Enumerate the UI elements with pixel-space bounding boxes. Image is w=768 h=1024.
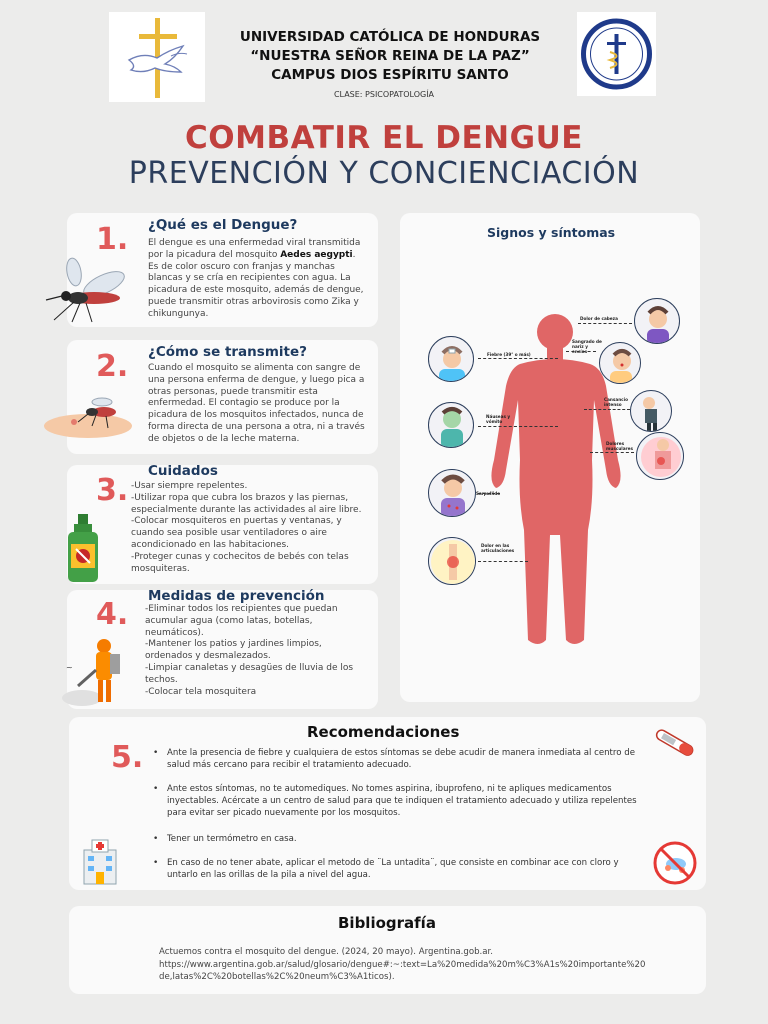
section-number: 2. [96, 349, 129, 384]
fumigator-icon [60, 634, 136, 708]
class-label: CLASE: PSICOPATOLOGÍA [333, 90, 435, 99]
university-subtitle: “NUESTRA SEÑOR REINA DE LA PAZ” [250, 48, 530, 64]
symptom-label-rash: Sarpullido [476, 491, 501, 496]
section-number: 3. [96, 473, 129, 508]
rash-icon [428, 469, 476, 517]
muscle-pain-icon [636, 432, 684, 480]
section-body: -Usar siempre repelentes. -Utilizar ropa que cubra los brazos y las piernas, especialmente durante las actividades al aire libre. -Colocar mosquiteros en puertas y ventanas, y cuando sea posible usar ventiladores o aire acondicionado en las habitaciones. -Proteger cunas y cochecitos de bebés con telas mosquiteras. [131, 481, 362, 574]
main-title: COMBATIR EL DENGUE [185, 120, 583, 156]
symptom-label-nausea: Náuseas y vómito [486, 414, 511, 424]
mosquito-bite-icon [44, 392, 134, 440]
symptom-label-joints: Dolor en las articulaciones [481, 543, 515, 553]
connector-line [566, 351, 596, 352]
left-logo [109, 12, 205, 102]
signs-title: Signos y síntomas [487, 225, 616, 240]
connector-line [478, 493, 500, 494]
main-subtitle: PREVENCIÓN Y CONCIENCIACIÓN [128, 156, 640, 191]
svg-text:~: ~ [66, 663, 73, 672]
section-title: ¿Cómo se transmite? [148, 344, 307, 360]
fatigue-icon [630, 390, 672, 432]
campus-name: CAMPUS DIOS ESPÍRITU SANTO [271, 67, 509, 83]
section-title: Cuidados [148, 463, 218, 479]
fever-icon [428, 336, 474, 382]
bibliography-text: Actuemos contra el mosquito del dengue. (2024, 20 mayo). Argentina.gob.ar. https://www.argentina.gob.ar/salud/glosario/dengue#:~:text=La%20medida%20m%C3%A1s%20importante%20 de,latas%2C%20botellas%2C%20neum%C3%A1ticos). [159, 947, 646, 982]
hospital-icon [76, 838, 124, 886]
mosquito-species: Aedes aegypti [280, 249, 353, 260]
medical-seal-icon [577, 12, 656, 96]
repellent-bottle-icon [64, 512, 104, 584]
nausea-icon [428, 402, 474, 448]
symptom-label-fever: Fiebre (39° o más) [487, 352, 531, 357]
recommendation-item: • Ante estos síntomas, no te automediques. No tomes aspirina, ibuprofeno, ni te apliques medicamentos inyectables. Acércate a un centro de salud para que te indiquen el tratamiento adecuado y utiliza repelentes para evitar ser picado nuevamente por los mosquitos. [153, 783, 673, 819]
nosebleed-icon [599, 342, 641, 384]
connector-line [590, 452, 634, 453]
right-logo [577, 12, 656, 96]
connector-line [584, 409, 630, 410]
section-body: El dengue es una enfermedad viral transmitida por la picadura del mosquito Aedes aegypti. Es de color oscuro con franjas y manchas blancas y se cría en recipientes con agua. La picadura de este mosquito, además de dengue, puede transmitir otras arbovirosis como Zika y chikungunya. [148, 238, 364, 319]
dove-cross-icon [109, 12, 205, 102]
headache-icon [634, 298, 680, 344]
bibliography-title: Bibliografía [338, 914, 436, 932]
university-name: UNIVERSIDAD CATÓLICA DE HONDURAS [239, 29, 541, 45]
section-number: 5. [111, 740, 144, 775]
joint-pain-icon [428, 537, 476, 585]
section-number: 4. [96, 597, 129, 632]
connector-line [478, 358, 558, 359]
recommendation-item: • Tener un termómetro en casa. [153, 833, 673, 845]
section-title: Medidas de prevención [148, 588, 325, 604]
section-body: -Eliminar todos los recipientes que puedan acumular agua (como latas, botellas, neumáticos). -Mantener los patios y jardines limpios, ordenados y desmalezados. -Limpiar canaletas y desagües de lluvia de los techos. -Colocar tela mosquitera [145, 604, 354, 697]
section-number: 1. [96, 222, 129, 257]
recommendations-title: Recomendaciones [307, 723, 460, 741]
connector-line [578, 323, 632, 324]
symptom-label-headache: Dolor de cabeza [580, 316, 618, 321]
recommendation-item: • En caso de no tener abate, aplicar el metodo de ¨La untadita¨, que consiste en combinar ace con cloro y untarlo en las orillas de la pila a nivel del agua. [153, 857, 673, 881]
section-title: ¿Qué es el Dengue? [148, 217, 298, 233]
recommendation-item: • Ante la presencia de fiebre y cualquiera de estos síntomas se debe acudir de manera inmediata al centro de salud más cercano para recibir el tratamiento adecuado. [153, 747, 673, 771]
section-body: Cuando el mosquito se alimenta con sangre de una persona enferma de dengue, y luego pica a otras personas, puede transmitir esta enfermedad. El contagio se produce por la picadura de los mosquitos infectados, nunca de forma directa de una persona a otra, ni a través de objetos o de la leche materna. [148, 363, 365, 444]
symptom-label-fatigue: Cansancio intenso [604, 397, 628, 407]
no-mosquito-icon [652, 840, 698, 886]
symptom-label-muscle: Dolores musculares [606, 441, 633, 451]
symptom-label-bleeding: Sangrado de nariz y encías [572, 339, 602, 354]
connector-line [478, 561, 528, 562]
connector-line [478, 426, 558, 427]
mosquito-icon [44, 254, 128, 324]
